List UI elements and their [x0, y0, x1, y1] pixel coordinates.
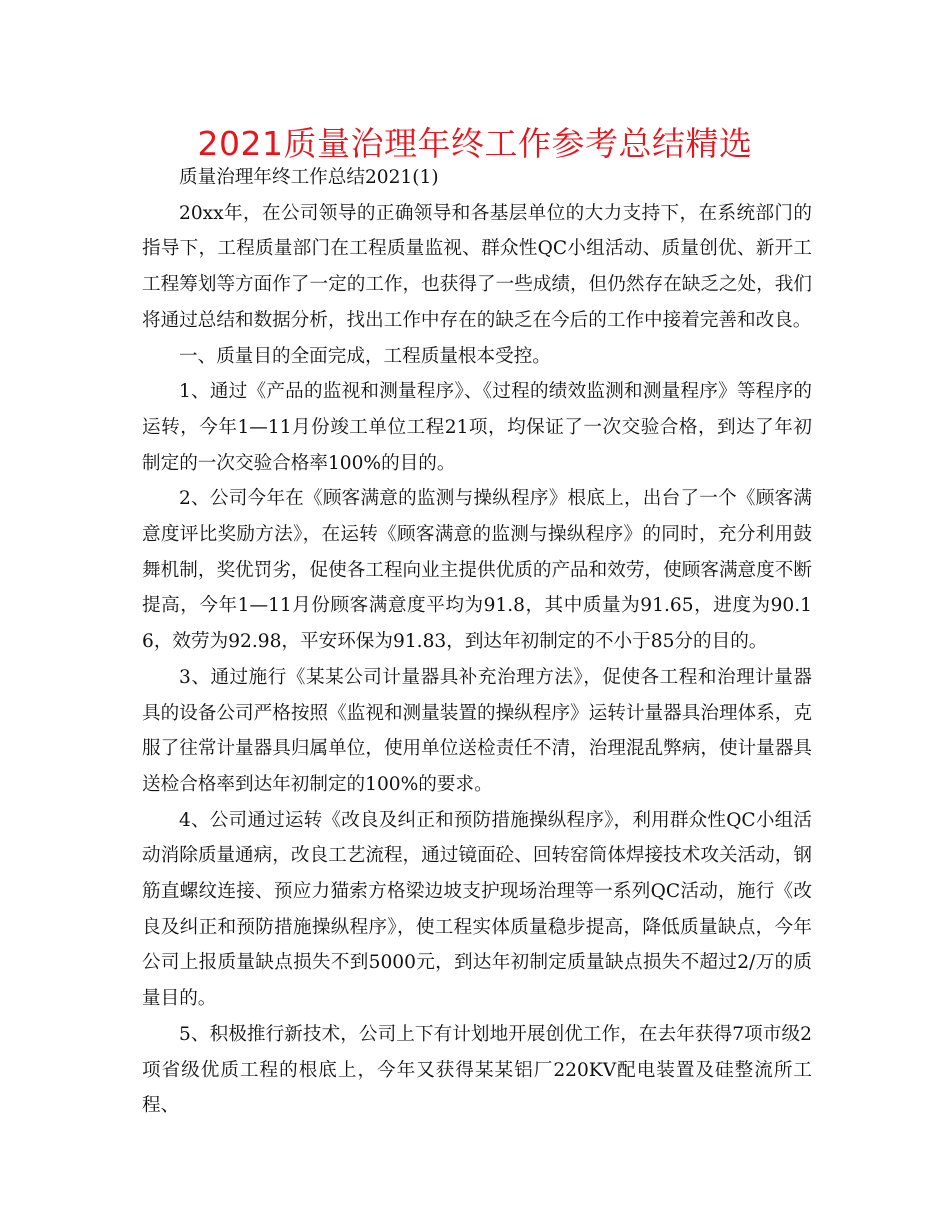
paragraph-item-4: 4、公司通过运转《改良及纠正和预防措施操纵程序》，利用群众性QC小组活动消除质量通病，改良工艺流程，通过镜面砼、回转窑筒体焊接技术攻关活动，钢筋直螺纹连接、预应力猫索方格梁边坡支护现场治理等一系列QC活动，施行《改良及纠正和预防措施操纵程序》，使工程实体质量稳步提高，降低质量缺点，今年公司上报质量缺点损失不到5000元，到达年初制定质量缺点损失不超过2/万的质量目的。: [142, 809, 812, 1010]
document-title: 2021质量治理年终工作参考总结精选: [197, 124, 753, 163]
subtitle-paragraph: 质量治理年终工作总结2021(1): [179, 167, 439, 188]
paragraph-item-3: 3、通过施行《某某公司计量器具补充治理方法》，促使各工程和治理计量器具的设备公司严格按照《监视和测量装置的操纵程序》运转计量器具治理体系，克服了往常计量器具归属单位，使用单位送检责任不清，治理混乱弊病，使计量器具送检合格率到达年初制定的100%的要求。: [142, 666, 812, 795]
intro-paragraph: 20xx年，在公司领导的正确领导和各基层单位的大力支持下，在系统部门的指导下，工程质量部门在工程质量监视、群众性QC小组活动、质量创优、新开工工程筹划等方面作了一定的工作，也获得了一些成绩，但仍然存在缺乏之处，我们将通过总结和数据分析，找出工作中存在的缺乏在今后的工作中接着完善和改良。: [142, 202, 812, 331]
paragraph-item-1: 1、通过《产品的监视和测量程序》、《过程的绩效监测和测量程序》等程序的运转，今年1—11月份竣工单位工程21项，均保证了一次交验合格，到达了年初制定的一次交验合格率100%的目的。: [142, 381, 812, 474]
paragraph-item-2: 2、公司今年在《顾客满意的监测与操纵程序》根底上，出台了一个《顾客满意度评比奖励方法》，在运转《顾客满意的监测与操纵程序》的同时，充分利用鼓舞机制，奖优罚劣，促使各工程向业主提供优质的产品和效劳，使顾客满意度不断提高，今年1—11月份顾客满意度平均为91.8，其中质量为91.65，进度为90.16，效劳为92.98，平安环保为91.83，到达年初制定的不小于85分的目的。: [142, 488, 812, 653]
paragraph-item-5: 5、积极推行新技术，公司上下有计划地开展创优工作，在去年获得7项市级2项省级优质工程的根底上，今年又获得某某铝厂220KV配电装置及硅整流所工程、: [142, 1023, 812, 1117]
section-heading: 一、质量目的全面完成，工程质量根本受控。: [179, 345, 551, 367]
document-body: [142, 160, 812, 1124]
